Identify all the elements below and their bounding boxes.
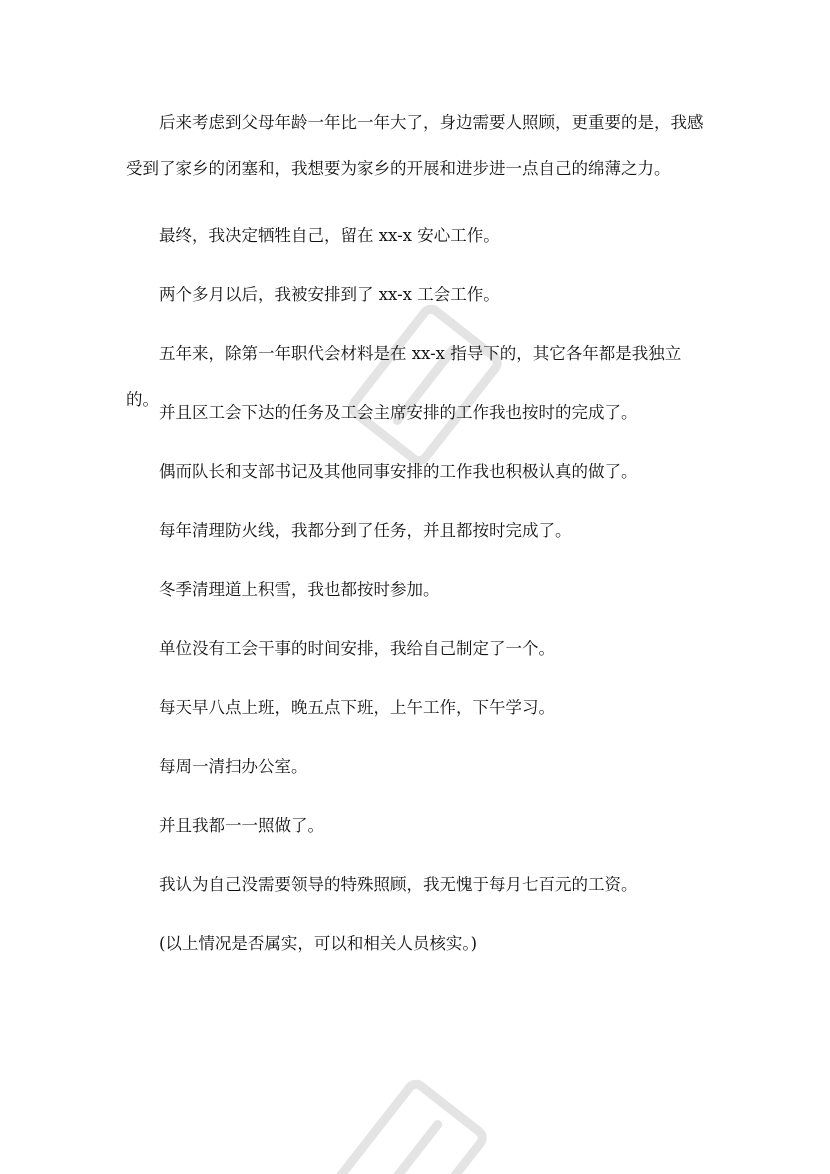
paragraph-11: 每周一清扫办公室。 bbox=[159, 757, 308, 776]
paragraph-1: 后来考虑到父母年龄一年比一年大了，身边需要人照顾，更重要的是，我感受到了家乡的闭塞和，我想要为家乡的开展和进步进一点自己的绵薄之力。 bbox=[126, 113, 704, 178]
watermark-stamp-lower bbox=[310, 1060, 510, 1174]
paragraph-3: 两个多月以后，我被安排到了 xx-x 工会工作。 bbox=[159, 285, 500, 304]
paragraph-14: (以上情况是否属实，可以和相关人员核实。) bbox=[159, 934, 478, 953]
paragraph-13: 我认为自己没需要领导的特殊照顾，我无愧于每月七百元的工资。 bbox=[159, 875, 638, 894]
paragraph-10: 每天早八点上班，晚五点下班，上午工作，下午学习。 bbox=[159, 698, 555, 717]
paragraph-9: 单位没有工会干事的时间安排，我给自己制定了一个。 bbox=[159, 639, 555, 658]
paragraph-12: 并且我都一一照做了。 bbox=[159, 816, 324, 835]
paragraph-5: 并且区工会下达的任务及工会主席安排的工作我也按时的完成了。 bbox=[159, 403, 638, 422]
paragraph-4: 五年来，除第一年职代会材料是在 xx-x 指导下的，其它各年都是我独立的。 bbox=[126, 344, 682, 409]
paragraph-7: 每年清理防火线，我都分到了任务，并且都按时完成了。 bbox=[159, 521, 572, 540]
paragraph-2: 最终，我决定牺牲自己，留在 xx-x 安心工作。 bbox=[159, 226, 500, 245]
paragraph-6: 偶而队长和支部书记及其他同事安排的工作我也积极认真的做了。 bbox=[159, 462, 638, 481]
paragraph-8: 冬季清理道上积雪，我也都按时参加。 bbox=[159, 580, 440, 599]
